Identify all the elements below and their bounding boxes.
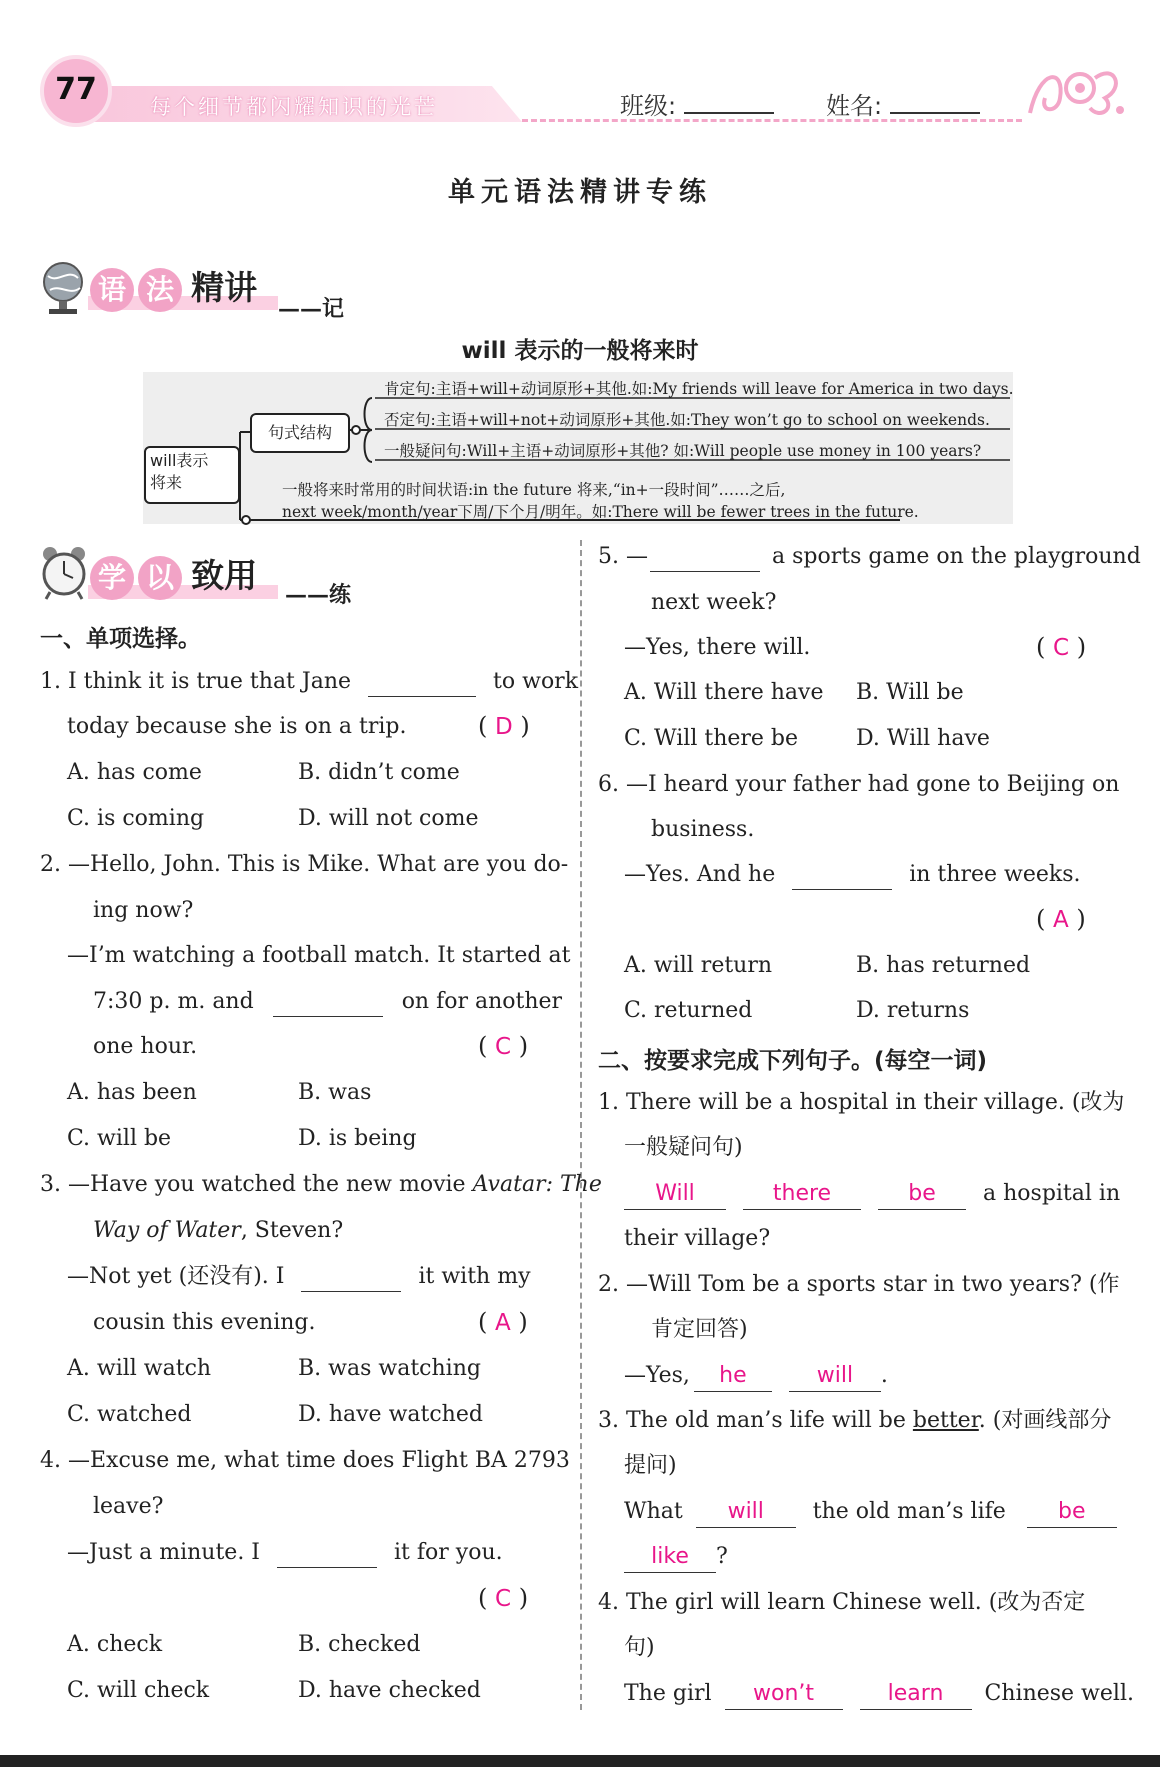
q2-option-a: A. has been [67, 1080, 197, 1105]
q3-option-c: C. watched [67, 1402, 192, 1427]
page-number: 77 [40, 55, 112, 127]
q1-answer: D [495, 714, 513, 740]
q2-answer-box: ( C ) [478, 1032, 529, 1060]
bottom-bar [0, 1755, 1160, 1767]
q3-text-a: 3. —Have you watched the new movie [40, 1172, 466, 1197]
s1-answer-3[interactable]: be [878, 1179, 966, 1210]
grammar-heading [90, 262, 257, 312]
q6-line3 [624, 860, 1080, 890]
q2-text-b: on for another [401, 989, 563, 1014]
q6-line2: business. [651, 817, 755, 842]
header-motto: 每个细节都闪耀知识的光芒 [150, 95, 438, 119]
s1-answer-2[interactable]: there [743, 1179, 861, 1210]
diagram-root-line2: 将来 [150, 473, 183, 492]
q4-answer: C [495, 1586, 512, 1612]
diagram-title: will 表示的一般将来时 [461, 338, 699, 364]
q6-text-b: in three weeks. [909, 862, 1081, 887]
q2-text-a: 7:30 p. m. and [93, 989, 254, 1014]
q4-line3 [67, 1538, 503, 1568]
s4-answer-1[interactable]: won’t [725, 1679, 843, 1710]
q4-text-a: —Just a minute. I [67, 1540, 260, 1565]
q1-line1 [40, 667, 579, 697]
q1-answer-box: ( D ) [478, 712, 530, 740]
s2-pre: —Yes, [624, 1363, 690, 1388]
page-title: 单元语法精讲专练 [448, 177, 712, 208]
part1-heading: 一、单项选择。 [40, 626, 201, 652]
q5-line2: next week? [651, 590, 777, 615]
s1-tail: a hospital in [983, 1181, 1121, 1206]
column-divider [580, 540, 582, 1710]
part2-heading: 二、按要求完成下列句子。(每空一词) [598, 1048, 988, 1074]
s3-line1 [598, 1406, 1111, 1436]
q5-text-a: 5. — [598, 544, 648, 569]
s3-answer-1[interactable]: will [696, 1497, 796, 1528]
practice-note: ——练 [285, 582, 352, 608]
q2-option-b: B. was [298, 1080, 372, 1105]
q6-option-c: C. returned [624, 998, 753, 1023]
q5-text-b: a sports game on the playground [771, 544, 1141, 569]
q2-line3: —I’m watching a football match. It started at [67, 943, 571, 968]
practice-char-2: 以 [138, 556, 182, 600]
q2-line1: 2. —Hello, John. This is Mike. What are you do- [40, 852, 569, 877]
s4-answer-2[interactable]: learn [860, 1679, 972, 1710]
q5-option-a: A. Will there have [624, 680, 824, 705]
q6-option-d: D. returns [856, 998, 970, 1023]
s1-line4: their village? [624, 1226, 771, 1251]
diagram-positive: 肯定句:主语+will+动词原形+其他.如:My friends will leave for America in two days. [384, 380, 1014, 398]
q1-option-b: B. didn’t come [298, 760, 460, 785]
q6-text-a: —Yes. And he [624, 862, 776, 887]
practice-heading-text: 致用 [191, 556, 258, 595]
q1-text-b: to work [493, 669, 579, 694]
globe-icon [40, 258, 86, 318]
q4-answer-box: ( C ) [478, 1584, 529, 1612]
q2-answer: C [495, 1034, 512, 1060]
s4-line2: 句) [624, 1635, 655, 1660]
q1-line2: today because she is on a trip. [67, 714, 407, 739]
q5-blank[interactable] [650, 547, 760, 572]
q6-blank[interactable] [792, 865, 892, 890]
s2-end: . [880, 1363, 888, 1388]
class-field [620, 86, 774, 121]
q5-answer-box: ( C ) [1036, 633, 1087, 661]
alarm-clock-icon [40, 544, 88, 602]
grammar-char-2: 法 [138, 268, 182, 312]
s3-answer-3[interactable]: like [624, 1542, 716, 1573]
q3-blank[interactable] [301, 1267, 401, 1292]
s1-line2: 一般疑问句) [624, 1135, 743, 1160]
s3-answer-2[interactable]: be [1027, 1497, 1117, 1528]
grammar-note: ——记 [278, 296, 345, 322]
q5-option-b: B. Will be [856, 680, 964, 705]
q5-answer: C [1053, 635, 1070, 661]
s3-text-a: 3. The old man’s life will be [598, 1408, 906, 1433]
s3-line4 [624, 1542, 728, 1573]
s2-line3 [624, 1361, 888, 1392]
q5-option-d: D. Will have [856, 726, 990, 751]
class-blank [684, 112, 774, 114]
q3-line2 [93, 1216, 343, 1246]
q2-blank[interactable] [273, 992, 383, 1017]
q2-option-c: C. will be [67, 1126, 172, 1151]
q1-option-c: C. is coming [67, 806, 205, 831]
diagram-structure-box: 句式结构 [250, 413, 350, 453]
q4-option-c: C. will check [67, 1678, 210, 1703]
s4-line3 [624, 1679, 1134, 1710]
class-label: 班级: [620, 92, 677, 120]
q4-line2: leave? [93, 1494, 164, 1519]
q3-option-b: B. was watching [298, 1356, 481, 1381]
s3-text-b: . (对画线部分 [978, 1408, 1112, 1433]
q3-line3 [67, 1262, 531, 1292]
s2-answer-2[interactable]: will [789, 1361, 881, 1392]
s3-mid: the old man’s life [812, 1499, 1006, 1524]
q4-text-b: it for you. [394, 1540, 503, 1565]
diagram-root-box [144, 446, 240, 504]
s4-tail: Chinese well. [984, 1681, 1134, 1706]
q2-line4 [93, 987, 562, 1017]
q3-answer: A [495, 1310, 511, 1336]
q2-option-d: D. is being [298, 1126, 417, 1151]
q4-line1: 4. —Excuse me, what time does Flight BA 2793 [40, 1448, 570, 1473]
s4-line1: 4. The girl will learn Chinese well. (改为否定 [598, 1590, 1086, 1615]
s1-answer-1[interactable]: Will [624, 1179, 726, 1210]
q1-blank[interactable] [368, 672, 476, 697]
diagram-time-line2: next week/month/year下周/下个月/明年。如:There will be fewer trees in the future. [282, 503, 919, 521]
s3-line3 [624, 1497, 1117, 1528]
s1-line3 [624, 1179, 1120, 1210]
s2-line1: 2. —Will Tom be a sports star in two years? (作 [598, 1272, 1120, 1297]
diagram-time-line1: 一般将来时常用的时间状语:in the future 将来,“in+一段时间”……之后, [282, 481, 786, 499]
q4-option-a: A. check [67, 1632, 163, 1657]
diagram-negative: 否定句:主语+will+not+动词原形+其他.如:They won’t go to school on weekends. [384, 411, 990, 429]
q3-line4: cousin this evening. [93, 1310, 316, 1335]
name-label: 姓名: [826, 92, 883, 120]
q2-line2: ing now? [93, 898, 194, 923]
q3-text-a2: —Not yet (还没有). I [67, 1264, 285, 1289]
s3-underlined: better [912, 1408, 979, 1433]
q4-option-d: D. have checked [298, 1678, 481, 1703]
s1-line1: 1. There will be a hospital in their village. (改为 [598, 1090, 1125, 1115]
name-blank [890, 112, 980, 114]
q3-answer-box: ( A ) [478, 1308, 528, 1336]
q6-option-b: B. has returned [856, 953, 1031, 978]
practice-char-1: 学 [90, 556, 134, 600]
s3-end: ? [716, 1544, 728, 1569]
q5-option-c: C. Will there be [624, 726, 799, 751]
grammar-char-1: 语 [90, 268, 134, 312]
q5-line3: —Yes, there will. [624, 635, 811, 660]
q6-line1: 6. —I heard your father had gone to Beijing on [598, 772, 1120, 797]
q6-answer-box: ( A ) [1036, 905, 1086, 933]
grammar-heading-text: 精讲 [191, 268, 258, 307]
s2-line2: 肯定回答) [651, 1317, 748, 1342]
q3-option-a: A. will watch [67, 1356, 212, 1381]
q3-option-d: D. have watched [298, 1402, 483, 1427]
q3-line1 [40, 1170, 602, 1200]
q6-answer: A [1053, 907, 1069, 933]
name-field [826, 86, 980, 121]
s4-pre: The girl [624, 1681, 712, 1706]
diagram-root-line1: will表示 [150, 451, 209, 470]
flower-ornament-icon [1020, 58, 1130, 128]
s3-line2: 提问) [624, 1453, 677, 1478]
s2-answer-1[interactable]: he [694, 1361, 772, 1392]
q3-movie-title: Avatar: The [472, 1172, 602, 1197]
q6-option-a: A. will return [624, 953, 773, 978]
practice-heading [90, 550, 257, 600]
q5-line1 [598, 542, 1141, 572]
diagram-question: 一般疑问句:Will+主语+动词原形+其他? 如:Will people use money in 100 years? [384, 442, 982, 460]
q3-movie-title-2: Way of Water [93, 1218, 241, 1243]
q1-option-a: A. has come [67, 760, 202, 785]
s3-pre: What [624, 1499, 683, 1524]
q1-option-d: D. will not come [298, 806, 479, 831]
q2-line5: one hour. [93, 1034, 198, 1059]
q1-text-a: 1. I think it is true that Jane [40, 669, 352, 694]
q4-option-b: B. checked [298, 1632, 421, 1657]
q3-text-b2: it with my [418, 1264, 531, 1289]
q3-line2-rest: , Steven? [240, 1218, 344, 1243]
q4-blank[interactable] [277, 1543, 377, 1568]
